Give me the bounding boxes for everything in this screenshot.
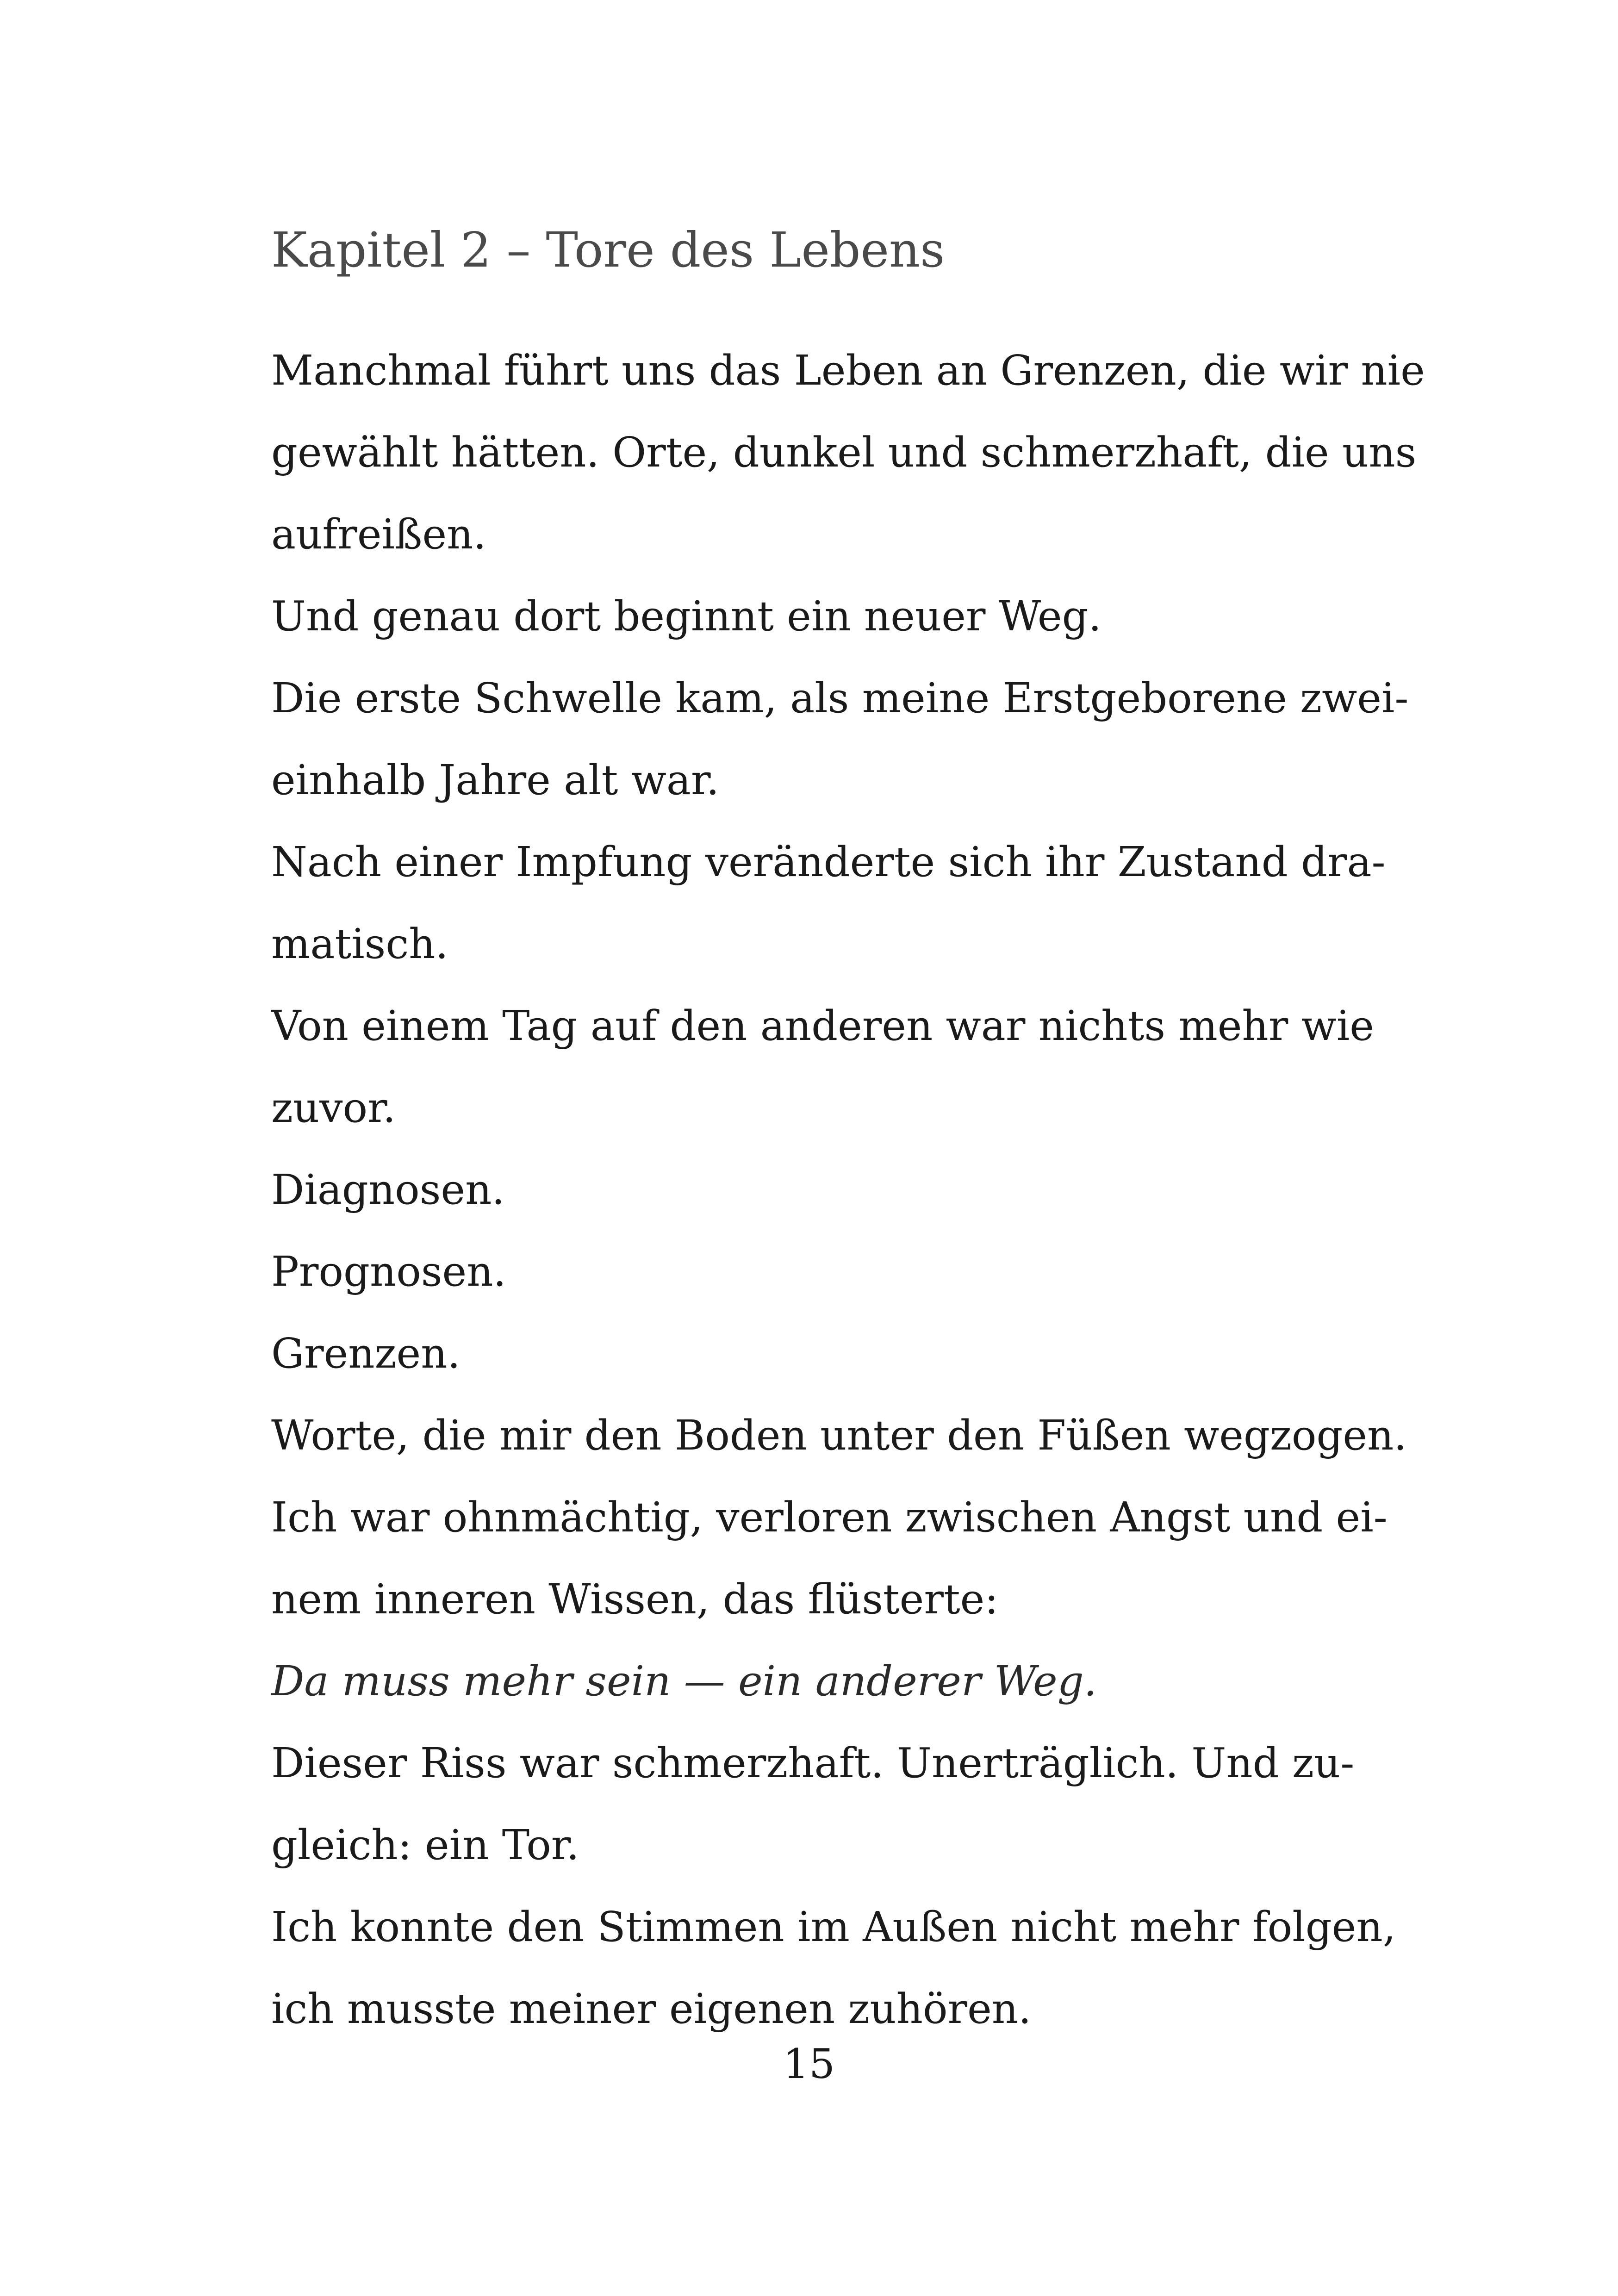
text-line: Diagnosen. <box>271 1165 505 1213</box>
text-line: Ich konnte den Stimmen im Außen nicht mehr folgen, <box>271 1903 1396 1951</box>
text-line: zuvor. <box>271 1083 396 1132</box>
text-line: matisch. <box>271 920 448 968</box>
text-line: Nach einer Impfung veränderte sich ihr Zustand dra- <box>271 838 1386 886</box>
text-line: Ich war ohnmächtig, verloren zwischen Angst und ei- <box>271 1493 1388 1541</box>
chapter-title: Kapitel 2 – Tore des Lebens <box>271 222 945 278</box>
text-line: gleich: ein Tor. <box>271 1821 579 1869</box>
italic-text-line: Da muss mehr sein — ein anderer Weg. <box>271 1657 1097 1705</box>
text-line: Manchmal führt uns das Leben an Grenzen, die wir nie <box>271 346 1425 394</box>
text-line: Prognosen. <box>271 1247 506 1295</box>
text-line: einhalb Jahre alt war. <box>271 756 720 804</box>
text-line: aufreißen. <box>271 510 486 558</box>
text-line: Grenzen. <box>271 1329 461 1377</box>
text-line: ich musste meiner eigenen zuhören. <box>271 1985 1032 2033</box>
text-line: Worte, die mir den Boden unter den Füßen wegzogen. <box>271 1411 1407 1459</box>
body-text <box>271 330 1425 2050</box>
text-line: Die erste Schwelle kam, als meine Erstgeborene zwei- <box>271 674 1409 722</box>
text-line: Und genau dort beginnt ein neuer Weg. <box>271 592 1101 640</box>
text-line: Von einem Tag auf den anderen war nichts mehr wie <box>271 1002 1374 1050</box>
text-line: gewählt hätten. Orte, dunkel und schmerzhaft, die uns <box>271 428 1417 476</box>
page-number: 15 <box>783 2040 835 2088</box>
text-line: nem inneren Wissen, das flüsterte: <box>271 1575 999 1623</box>
text-line: Dieser Riss war schmerzhaft. Unerträglich. Und zu- <box>271 1739 1355 1787</box>
